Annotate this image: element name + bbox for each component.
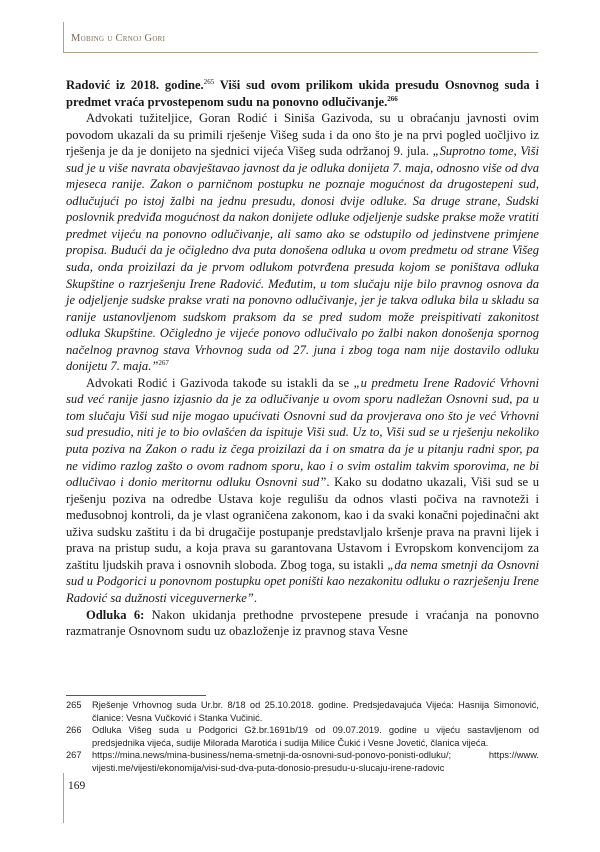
footnote-number: 265 <box>66 700 82 710</box>
footnote-267 <box>66 749 539 774</box>
footnote-266 <box>66 724 539 749</box>
header-vertical-rule <box>63 22 64 52</box>
footer-vertical-rule <box>63 773 64 823</box>
paragraph-3-quote-a: „u predmetu Irene Radović Vrhovni sud već ranije jasno izjasnio da je za odlučivanje u ovom sporu nadležan Osnovni sud, pa u tom slučaju Viši sud nije mogao upućivati Osnovni sud da provjerava ono što je već Vrhovni sud presudio, niti je to bio ovlašćen da ispituje Viši sud. Uz to, Viši sud se u rješenju nekoliko puta poziva na Zakon o radu iz čega proizilazi da i on smatra da je u pitanju radni spor, pa ne vidimo razlog zašto o ovom radnom sporu, kao i o svim ostalim takvim sporovima, ne bi odlučivao i donio meritornu odluku Osnovni sud” <box>66 375 539 490</box>
paragraph-3 <box>66 375 539 607</box>
paragraph-1-bold-a: Radović iz 2018. godine. <box>66 78 204 92</box>
paragraph-2-quote: „Suprotno tome, Viši sud je u više navrata obavještavao javnost da je odluka donijeta 7. maja, odnosno više od dva mjeseca ranije. Zakon o parničnom postupku ne poznaje mogućnost da drugostepeni sud, odlučujući po istoj žalbi na jednu presudu, donosi dvije odluke. Sa druge strane, Sudski poslovnik predviđa mogućnost da nakon donijete odluke odjeljenje sudske prakse može vratiti predmet vijeću na ponovno odlučivanje, ali samo ako se odstupilo od jedinstvene primjene propisa. Budući da je očigledno dva puta donošena odluka u ovom predmetu od strane Višeg suda, onda proizilazi da je prvom odlukom potvrđena presuda kojom se poništava odluka Skupštine o razrješenju Irene Radović. Međutim, u tom slučaju nije bilo pravnog osnova da je odjeljenje sudske prakse vrati na ponovno odlučivanje, jer je takva odluka bila u skladu sa ranije ustanovljenom sudskom praksom da se pred sudom može preispitivati zakonitost odluka Skupštine. Očigledno je vijeće ponovo odlučivalo po žalbi nakon donošenja spornog načelnog pravnog stava Vrhovnog suda od 27. juna i zbog toga nam nije dostavilo odluku donijetu 7. maja.” <box>66 144 539 374</box>
footnotes <box>66 699 539 774</box>
footnote-265 <box>66 699 539 724</box>
paragraph-1 <box>66 77 539 110</box>
footnote-text: Odluka Višeg suda u Podgorici Gž.br.1691b/19 od 09.07.2019. godine u vijeću sastavljenom od predsjednika vijeća, sudije Milorada Marotića i sudija Milice Čukić i Vesne Jovetić, članica vijeća. <box>92 725 539 748</box>
footnote-ref-266[interactable]: 266 <box>387 94 398 103</box>
paragraph-3-text-a: Advokati Rodić i Gazivoda takođe su istakli da se <box>86 375 354 390</box>
paragraph-4-text: Nakon ukidanja prethodne prvostepene presude i vraćanja na ponovno razmatranje Osnovnom sudu uz obazloženje iz pravnog stava Vesne <box>66 607 539 639</box>
page-number: 169 <box>68 780 86 792</box>
paragraph-4 <box>66 607 539 640</box>
footnote-text: Rješenje Vrhovnog suda Ur.br. 8/18 od 25.10.2018. godine. Predsjedavajuća Vijeća: Hasnija Simonović, članice: Vesna Vučković i Stanka Vučinić. <box>92 700 539 723</box>
footnote-number: 266 <box>66 725 82 735</box>
footnote-link-vijesti-start[interactable]: https://www. <box>488 750 539 760</box>
footnote-ref-265[interactable]: 265 <box>203 77 215 86</box>
footnote-link-vijesti-end[interactable]: vijesti.me/vijesti/ekonomija/visi-sud-dva-puta-donosio-presudu-u-slucaju-irene-radovic <box>92 762 445 773</box>
paragraph-3-quote-b: „da nema smetnji da Osnovni sud u Podgorici u ponovnom postupku opet poništi kao nezakonitu odluku o razrješenju Irene Radović sa dužnosti viceguvernerke” <box>66 557 539 605</box>
running-head: Mobing u Crnoj Gori <box>71 33 166 44</box>
paragraph-4-bold: Odluka 6: <box>86 607 145 622</box>
footnote-link-row <box>92 749 539 762</box>
header-horizontal-rule <box>63 52 538 53</box>
footnote-link-mina[interactable]: https://mina.news/mina-business/nema-smetnji-da-osnovni-sud-ponovo-ponisti-odluku/; <box>92 750 452 760</box>
footnote-ref-267[interactable]: 267 <box>158 359 169 368</box>
paragraph-3-text-c: . <box>253 590 257 605</box>
footnote-text <box>92 749 539 774</box>
footnote-separator <box>66 695 206 696</box>
paragraph-2 <box>66 110 539 375</box>
paragraph-1-bold-b: Viši sud ovom prilikom ukida presudu Osnovnog suda i predmet vraća prvostepenom sudu na ponovno odlučivanje. <box>66 78 539 109</box>
paragraph-3-text-b: . Kako su dodatno ukazali, Viši sud se u rješenju poziva na odredbe Ustava koje regulišu da odnos vlasti počiva na ravnoteži i međusobnoj kontroli, da je vlast ograničena zakonom, kao i da svaki konačni pojedinačni akt uživa sudsku zaštitu i da bi drugačije postupanje predstavljalo kršenje prava na pravni lijek i prava na pristup sudu, a koja prava su garantovana Ustavom i Evropskom konvencijom za zaštitu ljudskih prava i osnovnih sloboda. Zbog toga, su istakli <box>66 475 540 572</box>
paragraph-2-text: Advokati tužiteljice, Goran Rodić i Siniša Gazivoda, su u obraćanju javnosti ovim povodom ukazali da su primili rješenje Višeg suda i da ono što je na prvi pogled uočljivo iz rješenja je da je donijeto na sjednici vijeća Višeg suda održanoj 9. jula. <box>66 111 539 159</box>
body-text <box>66 77 539 640</box>
footnote-number: 267 <box>66 750 82 760</box>
